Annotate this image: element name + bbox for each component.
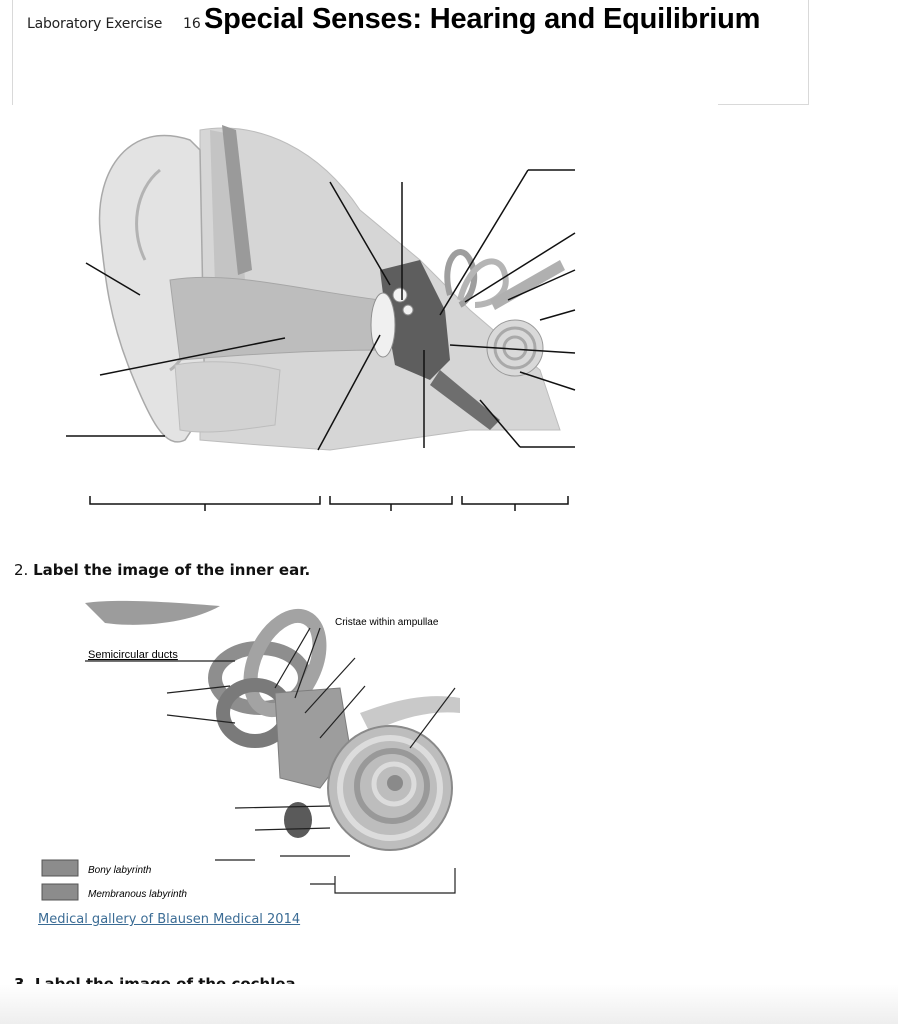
lab-exercise-label: Laboratory Exercise (27, 16, 163, 32)
lab-exercise-number: 16 (183, 16, 201, 32)
page-bottom-fade (0, 984, 898, 1024)
ear-anatomy-diagram (0, 110, 600, 520)
inner-ear-diagram (30, 598, 470, 908)
legend-swatch-membranous (42, 884, 78, 900)
question-2-text: Label the image of the inner ear. (33, 561, 311, 579)
semicircular-ducts-label: Semicircular ducts (88, 649, 178, 661)
question-2-number: 2. (14, 561, 29, 579)
title-divider (718, 104, 808, 105)
cristae-label: Cristae within ampullae (335, 617, 439, 628)
page-title: Special Senses: Hearing and Equilibrium (204, 3, 761, 35)
legend-label-membranous: Membranous labyrinth (88, 889, 187, 900)
question-2 (14, 561, 310, 579)
legend-swatch-bony (42, 860, 78, 876)
legend-label-bony: Bony labyrinth (88, 865, 152, 876)
figure-credit-link[interactable]: Medical gallery of Blausen Medical 2014 (38, 912, 301, 927)
